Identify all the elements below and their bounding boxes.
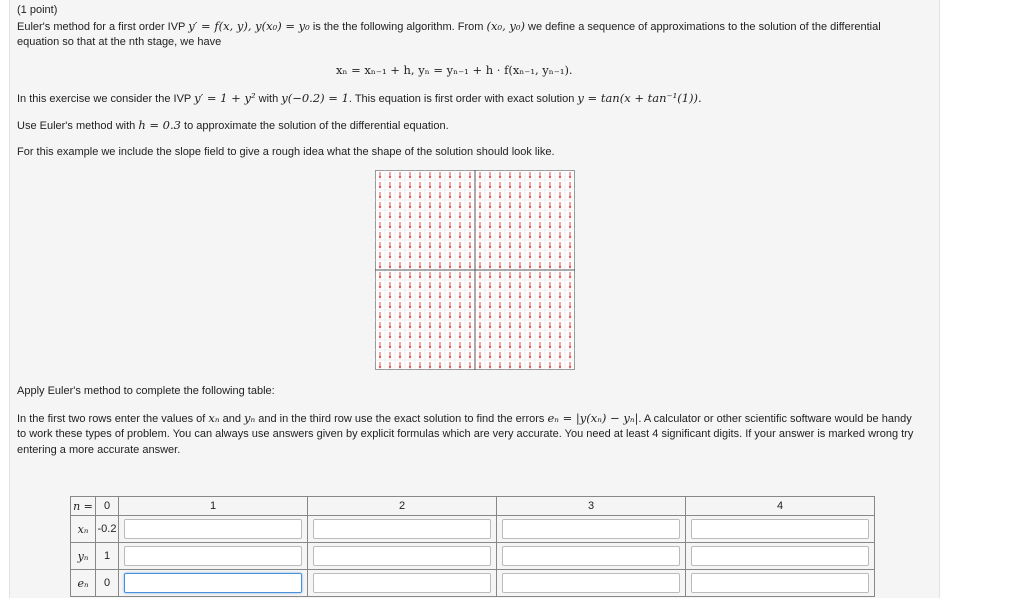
ode-formula: y′ = 1 + y² (194, 91, 256, 105)
e-cell-2 (308, 570, 497, 597)
n-value-1: 1 (119, 497, 308, 516)
ivp-formula: y′ = f(x, y), y(x₀) = y₀ (188, 19, 310, 33)
use-euler-text-a: Use Euler's method with (17, 120, 136, 132)
y-cell-4 (686, 543, 875, 570)
euler-table (70, 496, 875, 597)
instruction-line-3: entering a more accurate answer. (17, 444, 181, 456)
e-cell-3 (497, 570, 686, 597)
x-cell-1 (119, 516, 308, 543)
x4-input[interactable] (691, 519, 869, 539)
y-cell-2 (308, 543, 497, 570)
instr-text-c: . A calculator or other scientific software would be handy (638, 413, 912, 425)
y-value-0: 1 (96, 543, 119, 570)
x-cell-2 (308, 516, 497, 543)
e2-input[interactable] (313, 573, 491, 593)
y3-input[interactable] (502, 546, 680, 566)
apply-text: Apply Euler's method to complete the following table: (17, 385, 275, 397)
step-size: h = 0.3 (138, 118, 181, 132)
row-x (71, 516, 875, 543)
slope-field-text: For this example we include the slope field to give a rough idea what the shape of the solution should look like. (17, 146, 555, 158)
e-cell-1 (119, 570, 308, 597)
exercise-text-a: In this exercise we consider the IVP (17, 93, 192, 105)
yn-symbol: yₙ (244, 411, 256, 425)
y2-input[interactable] (313, 546, 491, 566)
recurrence-formula: xₙ = xₙ₋₁ + h, yₙ = yₙ₋₁ + h · f(xₙ₋₁, yₙ₋₁). (336, 63, 573, 77)
y1-input[interactable] (124, 546, 302, 566)
row-label-x: xₙ (71, 516, 96, 543)
slope-field-plot (375, 170, 575, 370)
x1-input[interactable] (124, 519, 302, 539)
x3-input[interactable] (502, 519, 680, 539)
n-value-0: 0 (96, 497, 119, 516)
intro-text-b: is the the following algorithm. From (312, 21, 484, 33)
instruction-line-2: to work these types of problem. You can always use answers given by explicit formulas which are very accurate. You need at least 4 significant digits. If your answer is marked wrong try (17, 428, 914, 440)
intro-line-2: equation so that at the nth stage, we have (17, 36, 222, 48)
intro-line-1 (17, 18, 881, 35)
error-formula: eₙ = |y(xₙ) − yₙ| (547, 411, 639, 425)
e-cell-4 (686, 570, 875, 597)
exercise-line (17, 90, 702, 107)
x-cell-3 (497, 516, 686, 543)
start-point-formula: (x₀, y₀) (486, 19, 525, 33)
n-value-3: 3 (497, 497, 686, 516)
x-value-0: -0.2 (96, 516, 119, 543)
use-euler-line (17, 117, 449, 134)
row-label-e: eₙ (71, 570, 96, 597)
instr-and: and (222, 413, 241, 425)
x-cell-4 (686, 516, 875, 543)
points-label: (1 point) (17, 4, 58, 16)
row-label-y: yₙ (71, 543, 96, 570)
exact-solution: y = tan(x + tan⁻¹(1)). (577, 91, 702, 105)
e1-input[interactable] (124, 573, 302, 593)
row-n (71, 497, 875, 516)
row-label-n: n = (71, 497, 96, 516)
intro-text-c: we define a sequence of approximations to the solution of the differential (528, 21, 881, 33)
e-value-0: 0 (96, 570, 119, 597)
instruction-line-1 (17, 410, 912, 427)
row-e (71, 570, 875, 597)
exercise-text-c: . This equation is first order with exact solution (348, 93, 575, 105)
instr-text-a: In the first two rows enter the values of (17, 413, 206, 425)
xn-symbol: xₙ (208, 411, 220, 425)
x2-input[interactable] (313, 519, 491, 539)
n-value-2: 2 (308, 497, 497, 516)
y-cell-3 (497, 543, 686, 570)
use-euler-text-b: to approximate the solution of the differential equation. (184, 120, 449, 132)
instr-text-b: and in the third row use the exact solution to find the errors (258, 413, 545, 425)
e3-input[interactable] (502, 573, 680, 593)
exercise-text-b: with (258, 93, 279, 105)
n-value-4: 4 (686, 497, 875, 516)
e4-input[interactable] (691, 573, 869, 593)
y4-input[interactable] (691, 546, 869, 566)
intro-text-a: Euler's method for a first order IVP (17, 21, 186, 33)
initial-condition: y(−0.2) = 1 (281, 91, 349, 105)
row-y (71, 543, 875, 570)
y-cell-1 (119, 543, 308, 570)
